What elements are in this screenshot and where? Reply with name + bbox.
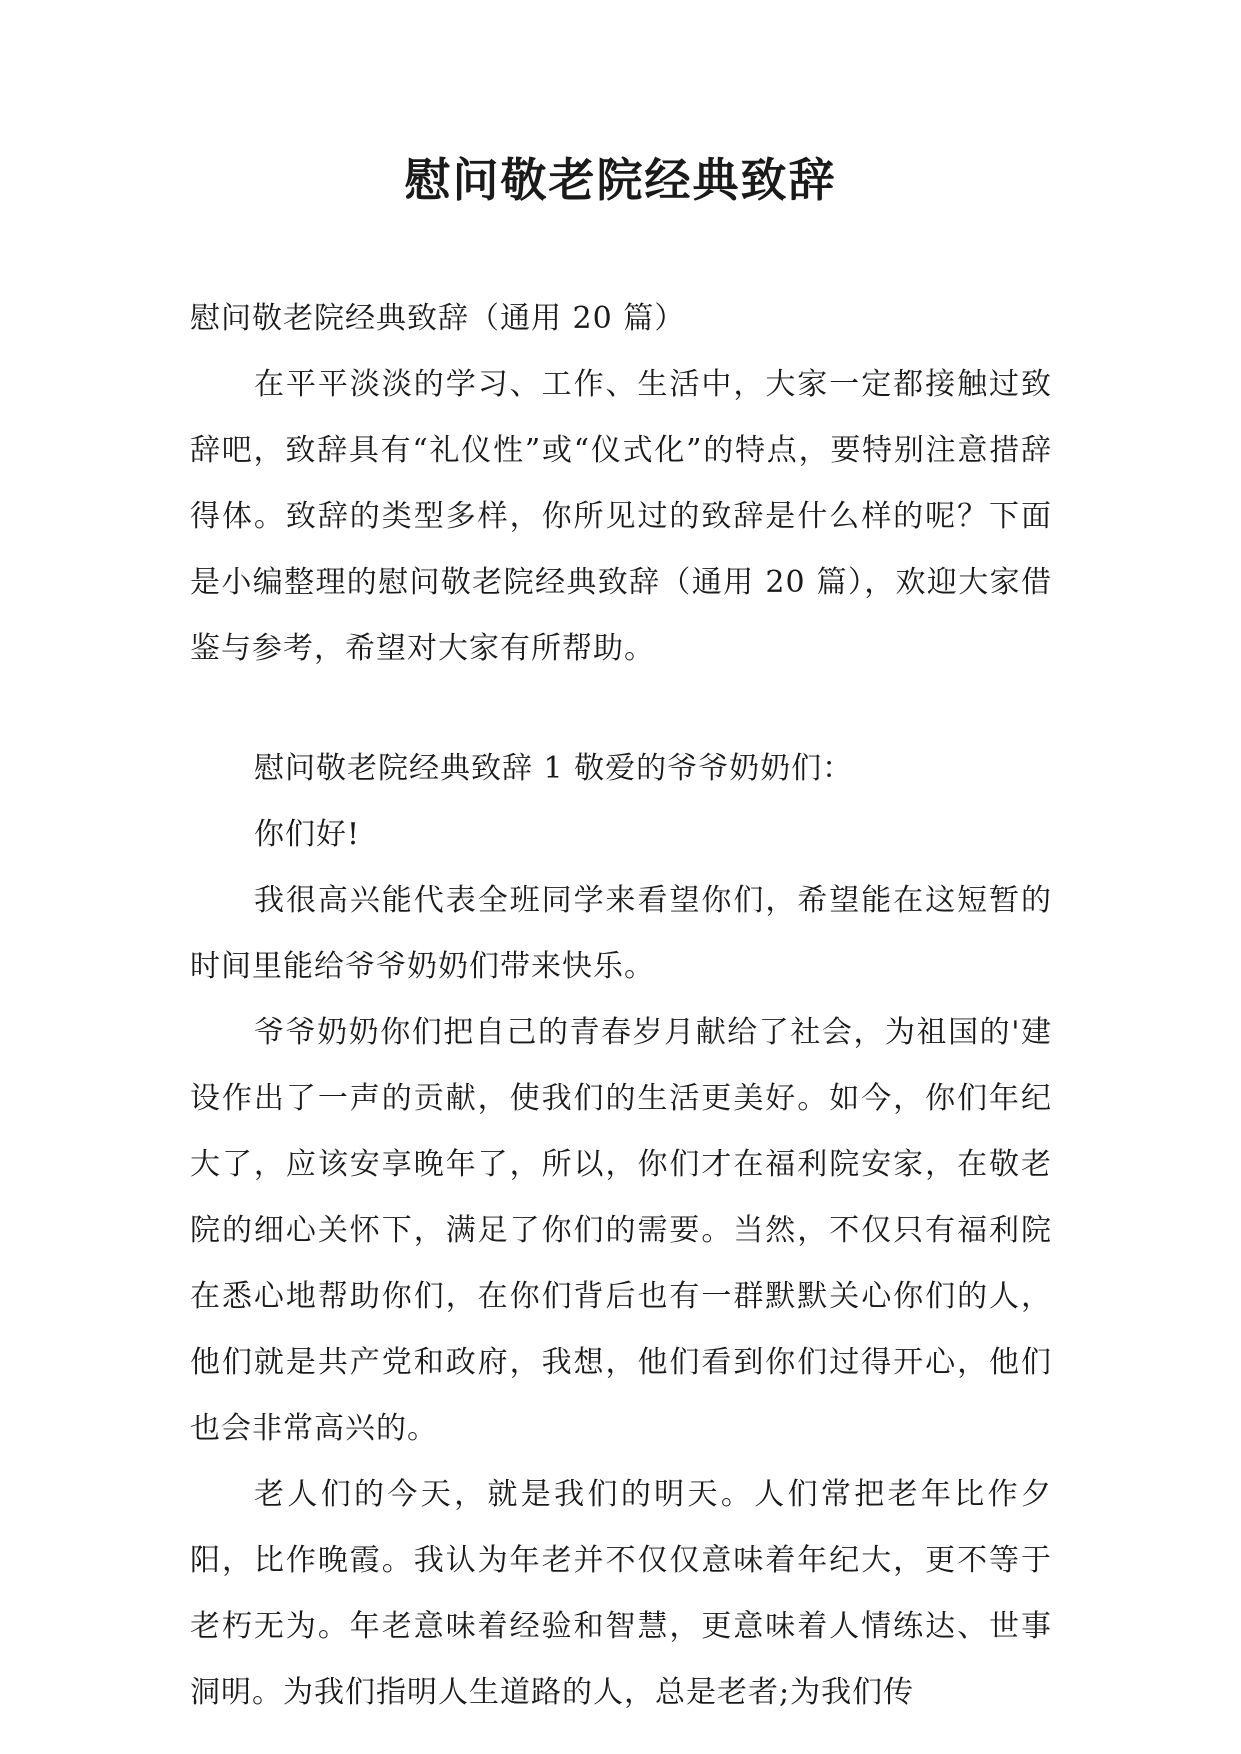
document-title: 慰问敬老院经典致辞 [404, 153, 837, 207]
body-paragraph: 老人们的今天，就是我们的明天。人们常把老年比作夕阳，比作晚霞。我认为年老并不仅仅意味着年纪大，更不等于老朽无为。年老意味着经验和智慧，更意味着人情练达、世事洞明。为我们指明人生道路的人，总是老者;为我们传 [190, 1477, 1052, 1710]
intro-paragraph: 在平平淡淡的学习、工作、生活中，大家一定都接触过致辞吧，致辞具有“礼仪性”或“仪式化”的特点，要特别注意措辞得体。致辞的类型多样，你所见过的致辞是什么样的呢？下面是小编整理的慰问敬老院经典致辞（通用 20 篇），欢迎大家借鉴与参考，希望对大家有所帮助。 [190, 367, 1052, 666]
body-paragraph: 爷爷奶奶你们把自己的青春岁月献给了社会，为祖国的'建设作出了一声的贡献，使我们的生活更美好。如今，你们年纪大了，应该安享晚年了，所以，你们才在福利院安家，在敬老院的细心关怀下，满足了你们的需要。当然，不仅只有福利院在悉心地帮助你们，在你们背后也有一群默默关心你们的人，他们就是共产党和政府，我想，他们看到你们过得开心，他们也会非常高兴的。 [190, 1015, 1052, 1446]
section-heading-paragraph: 慰问敬老院经典致辞 1 敬爱的爷爷奶奶们： [254, 751, 854, 786]
document-body [190, 286, 1052, 1726]
greeting-paragraph: 你们好! [254, 817, 361, 852]
body-paragraph: 我很高兴能代表全班同学来看望你们，希望能在这短暂的时间里能给爷爷奶奶们带来快乐。 [190, 883, 1052, 984]
subtitle-paragraph: 慰问敬老院经典致辞（通用 20 篇） [190, 301, 686, 336]
